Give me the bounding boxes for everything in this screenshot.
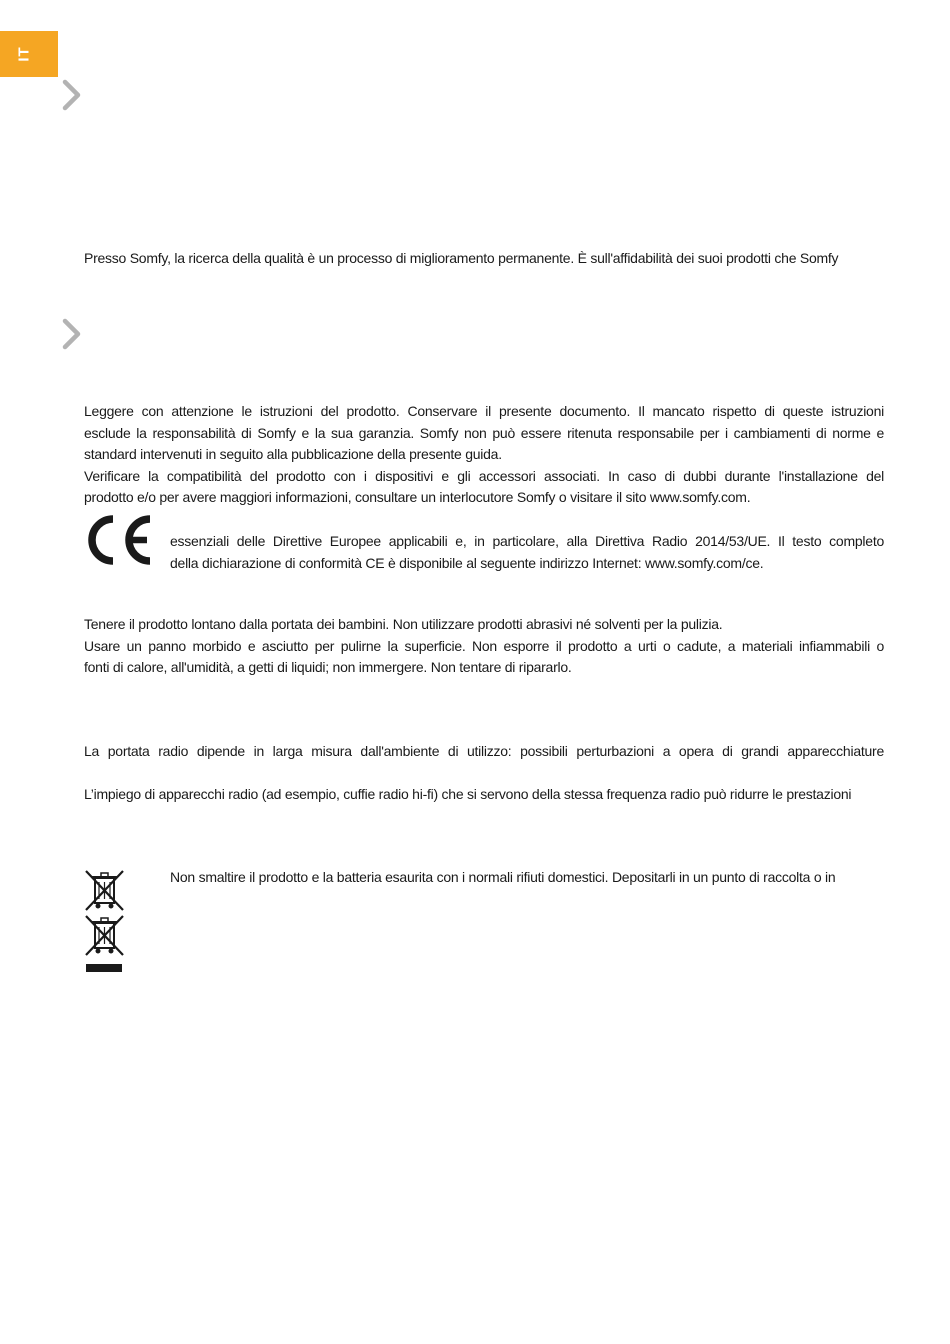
chevron-right-icon — [60, 78, 84, 112]
language-tab — [0, 31, 58, 77]
text-line: Usare un panno morbido e asciutto per pulirne la superficie. Non esporre il prodotto a urti o cadute, a materiali infiammabili o — [84, 637, 884, 654]
language-label: IT — [15, 46, 33, 62]
weee-bin-icon — [84, 869, 125, 912]
text-line: standard intervenuti in seguito alla pubblicazione della presente guida. — [84, 446, 502, 462]
text-line: prodotto e/o per avere maggiori informazioni, consultare un interlocutore Somfy o visitare il sito www.somfy.com. — [84, 489, 751, 505]
radio-interference-text: L’impiego di apparecchi radio (ad esempio, cuffie radio hi-fi) che si servono della stessa frequenza radio può ridurre le prestazioni — [84, 786, 852, 802]
battery-bin-icon — [84, 914, 125, 957]
disposal-text: Non smaltire il prodotto e la batteria esaurita con i normali rifiuti domestici. Depositarli in un punto di raccolta o in — [170, 869, 836, 885]
text-line: Tenere il prodotto lontano dalla portata dei bambini. Non utilizzare prodotti abrasivi né solventi per la pulizia. — [84, 616, 723, 632]
ce-paragraph — [170, 531, 884, 574]
text-line: Leggere con attenzione le istruzioni del prodotto. Conservare il presente documento. Il mancato rispetto di queste istruzioni — [84, 403, 884, 419]
radio-range-text: La portata radio dipende in larga misura dall'ambiente di utilizzo: possibili perturbazioni a opera di grandi apparecchiature — [84, 743, 884, 759]
text-line: esclude la responsabilità di Somfy e la sua garanzia. Somfy non può essere ritenuta responsabile per i cambiamenti di norme e — [84, 424, 884, 441]
text-line: della dichiarazione di conformità CE è disponibile al seguente indirizzo Internet: www.somfy.com/ce. — [170, 554, 764, 571]
text-line: essenziali delle Direttive Europee applicabili e, in particolare, alla Direttiva Radio 2014/53/UE. Il testo completo — [170, 533, 884, 549]
text-line: fonti di calore, all'umidità, a getti di liquidi; non immergere. Non tentare di ripararlo. — [84, 659, 572, 675]
care-paragraph — [84, 614, 884, 679]
intro-text: Presso Somfy, la ricerca della qualità è un processo di miglioramento permanente. È sull'affidabilità dei suoi prodotti che Somfy — [84, 250, 839, 266]
separate-collection-bar-icon — [86, 964, 122, 972]
ce-mark-icon — [83, 515, 153, 565]
safety-paragraph — [84, 401, 884, 509]
chevron-right-icon — [60, 317, 84, 351]
text-line: Verificare la compatibilità del prodotto con i dispositivi e gli accessori associati. In caso di dubbi durante l'installazione del — [84, 467, 884, 484]
